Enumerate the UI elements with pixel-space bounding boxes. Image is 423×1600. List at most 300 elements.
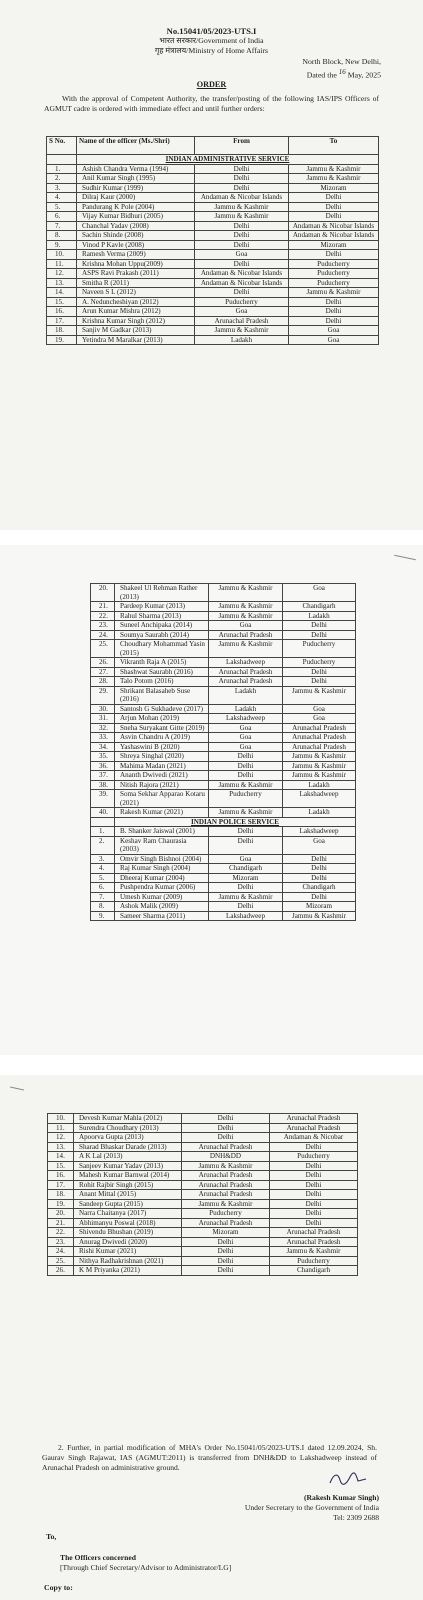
row-sno: 15. <box>48 1161 74 1171</box>
row-sno: 26. <box>91 658 115 668</box>
row-officer-name: Anil Kumar Singh (1995) <box>77 174 195 184</box>
row-sno: 31. <box>91 714 115 724</box>
row-sno: 24. <box>48 1247 74 1257</box>
row-officer-name: Asvin Chandru A (2019) <box>115 733 209 743</box>
row-from: Delhi <box>182 1247 270 1257</box>
row-officer-name: B. Shanker Jaiswal (2001) <box>115 827 209 837</box>
table-row <box>47 278 379 288</box>
table-row <box>48 1161 358 1171</box>
row-from: Jammu & Kashmir <box>195 212 289 222</box>
row-from: Goa <box>209 723 283 733</box>
recipients-block <box>60 1553 231 1573</box>
row-to: Delhi <box>283 892 356 902</box>
row-from: Delhi <box>209 827 283 837</box>
row-from: Jammu & Kashmir <box>195 202 289 212</box>
row-officer-name: ASPS Ravi Prakash (2011) <box>77 269 195 279</box>
row-officer-name: Shakeel Ul Rehman Rather (2013) <box>115 584 209 602</box>
row-officer-name: Umesh Kumar (2009) <box>115 892 209 902</box>
row-to: Delhi <box>270 1218 358 1228</box>
row-sno: 17. <box>47 316 77 326</box>
row-officer-name: Shivendu Bhushan (2019) <box>74 1228 182 1238</box>
row-to: Chandigarh <box>283 883 356 893</box>
table-row <box>91 836 356 854</box>
row-officer-name: Talo Potom (2016) <box>115 677 209 687</box>
row-to: Arunachal Pradesh <box>270 1228 358 1238</box>
row-officer-name: Sanjiv M Gadkar (2013) <box>77 326 195 336</box>
row-to: Delhi <box>283 667 356 677</box>
row-from: Arunachal Pradesh <box>209 667 283 677</box>
row-sno: 1. <box>47 164 77 174</box>
row-sno: 24. <box>91 630 115 640</box>
row-officer-name: Anant Mittal (2015) <box>74 1190 182 1200</box>
row-from: Goa <box>195 250 289 260</box>
col-header-name: Name of the officer (Ms./Shri) <box>77 137 195 155</box>
row-from: Delhi <box>195 164 289 174</box>
row-sno: 14. <box>47 288 77 298</box>
row-from: Ladakh <box>195 335 289 345</box>
row-to: Ladakh <box>283 808 356 818</box>
row-from: Delhi <box>195 288 289 298</box>
row-to: Puducherry <box>289 269 379 279</box>
row-to: Delhi <box>283 630 356 640</box>
row-sno: 21. <box>91 602 115 612</box>
row-officer-name: Rahul Sharma (2013) <box>115 611 209 621</box>
row-officer-name: Ashish Chandra Verma (1994) <box>77 164 195 174</box>
table-row <box>91 704 356 714</box>
transfer-table-page-1 <box>46 136 379 345</box>
row-sno: 6. <box>47 212 77 222</box>
date-suffix: May, 2025 <box>347 70 381 80</box>
row-sno: 25. <box>91 640 115 658</box>
table-row <box>91 911 356 921</box>
row-to: Lakshadweep <box>283 790 356 808</box>
row-from: Jammu & Kashmir <box>209 602 283 612</box>
row-from: Jammu & Kashmir <box>182 1161 270 1171</box>
row-officer-name: Anurag Dwivedi (2020) <box>74 1237 182 1247</box>
place-text: North Block, New Delhi, <box>302 57 381 66</box>
row-officer-name: Rakesh Kumar (2021) <box>115 808 209 818</box>
row-to: Goa <box>289 335 379 345</box>
table-body <box>48 1114 358 1276</box>
table-row <box>47 307 379 317</box>
row-officer-name: Sharad Bhaskar Darade (2013) <box>74 1142 182 1152</box>
table-row <box>91 677 356 687</box>
row-officer-name: Ashok Malik (2009) <box>115 902 209 912</box>
table-row <box>91 808 356 818</box>
row-officer-name: Suneel Anchipaka (2014) <box>115 621 209 631</box>
row-to: Jammu & Kashmir <box>283 911 356 921</box>
table-row <box>48 1171 358 1181</box>
row-sno: 13. <box>48 1142 74 1152</box>
order-title: ORDER <box>196 80 227 89</box>
row-sno: 5. <box>91 873 115 883</box>
row-officer-name: Omvir Singh Bishnoi (2004) <box>115 854 209 864</box>
row-to: Delhi <box>270 1142 358 1152</box>
place-date <box>302 57 381 81</box>
row-from: Delhi <box>195 240 289 250</box>
table-row <box>91 752 356 762</box>
row-from: Delhi <box>209 902 283 912</box>
row-sno: 2. <box>91 836 115 854</box>
table-row <box>91 584 356 602</box>
table-row <box>47 269 379 279</box>
row-officer-name: Vikranth Raja A (2015) <box>115 658 209 668</box>
row-to: Jammu & Kashmir <box>289 288 379 298</box>
table-row <box>48 1199 358 1209</box>
table-body-ips-heading <box>91 817 356 827</box>
row-to: Andaman & Nicobar Islands <box>289 221 379 231</box>
row-to: Ladakh <box>283 780 356 790</box>
row-officer-name: Arjun Mohan (2019) <box>115 714 209 724</box>
row-officer-name: Mahesh Kumar Barnwal (2014) <box>74 1171 182 1181</box>
table-row <box>48 1209 358 1219</box>
row-from: Delhi <box>209 771 283 781</box>
table-row <box>91 771 356 781</box>
row-from: Lakshadweep <box>209 658 283 668</box>
row-sno: 33. <box>91 733 115 743</box>
row-from: Delhi <box>182 1123 270 1133</box>
row-to: Delhi <box>289 202 379 212</box>
row-sno: 28. <box>91 677 115 687</box>
row-from: Mizoram <box>182 1228 270 1238</box>
table-row <box>91 714 356 724</box>
row-from: Goa <box>209 742 283 752</box>
row-to: Jammu & Kashmir <box>283 686 356 704</box>
table-row <box>91 892 356 902</box>
row-to: Arunachal Pradesh <box>270 1237 358 1247</box>
row-officer-name: A K Lal (2013) <box>74 1152 182 1162</box>
transfer-table-page-2 <box>90 583 356 921</box>
row-to: Goa <box>283 704 356 714</box>
table-row <box>91 621 356 631</box>
row-sno: 40. <box>91 808 115 818</box>
row-officer-name: Sneha Suryakant Gitte (2019) <box>115 723 209 733</box>
row-sno: 4. <box>91 864 115 874</box>
row-officer-name: Krishna Kumar Singh (2012) <box>77 316 195 326</box>
table-row <box>91 602 356 612</box>
row-officer-name: Soma Sekhar Apparao Kotaru (2021) <box>115 790 209 808</box>
row-from: Jammu & Kashmir <box>209 892 283 902</box>
table-row <box>48 1142 358 1152</box>
row-sno: 32. <box>91 723 115 733</box>
row-officer-name: Dilraj Kaur (2000) <box>77 193 195 203</box>
row-sno: 35. <box>91 752 115 762</box>
row-sno: 3. <box>91 854 115 864</box>
row-officer-name: Soumya Saurabh (2014) <box>115 630 209 640</box>
row-officer-name: Pardeep Kumar (2013) <box>115 602 209 612</box>
row-officer-name: Smitha R (2011) <box>77 278 195 288</box>
table-row <box>91 723 356 733</box>
row-from: Lakshadweep <box>209 714 283 724</box>
row-from: Delhi <box>195 174 289 184</box>
row-sno: 23. <box>48 1237 74 1247</box>
row-to: Chandigarh <box>283 602 356 612</box>
row-officer-name: Shrikant Balasaheb Suse (2016) <box>115 686 209 704</box>
table-row <box>91 640 356 658</box>
row-to: Arunachal Pradesh <box>283 742 356 752</box>
table-row <box>91 630 356 640</box>
section-spacer <box>91 817 115 827</box>
row-officer-name: Arun Kumar Mishra (2012) <box>77 307 195 317</box>
row-from: Delhi <box>182 1237 270 1247</box>
row-officer-name: Sachin Shinde (2008) <box>77 231 195 241</box>
row-to: Goa <box>283 584 356 602</box>
row-officer-name: Devesh Kumar Mahla (2012) <box>74 1114 182 1124</box>
row-to: Jammu & Kashmir <box>283 761 356 771</box>
row-from: Andaman & Nicobar Islands <box>195 278 289 288</box>
row-from: Jammu & Kashmir <box>209 808 283 818</box>
row-to: Puducherry <box>283 640 356 658</box>
row-from: Delhi <box>182 1256 270 1266</box>
row-from: Arunachal Pradesh <box>182 1180 270 1190</box>
row-from: Arunachal Pradesh <box>182 1142 270 1152</box>
table-row <box>91 873 356 883</box>
row-officer-name: Dheeraj Kumar (2004) <box>115 873 209 883</box>
table-row <box>47 335 379 345</box>
row-to: Mizoram <box>283 902 356 912</box>
table-row <box>91 902 356 912</box>
row-to: Delhi <box>270 1209 358 1219</box>
row-sno: 3. <box>47 183 77 193</box>
ministry-line: गृह मंत्रालय/Ministry of Home Affairs <box>154 46 269 55</box>
row-officer-name: Vijay Kumar Bidhuri (2005) <box>77 212 195 222</box>
row-from: Arunachal Pradesh <box>209 677 283 687</box>
row-sno: 19. <box>48 1199 74 1209</box>
row-sno: 36. <box>91 761 115 771</box>
row-to: Lakshadweep <box>283 827 356 837</box>
row-sno: 20. <box>48 1209 74 1219</box>
row-sno: 2. <box>47 174 77 184</box>
table-body-ias <box>91 584 356 818</box>
row-from: Puducherry <box>182 1209 270 1219</box>
row-from: Arunachal Pradesh <box>182 1218 270 1228</box>
to-label: To, <box>46 1532 57 1541</box>
row-officer-name: Keshav Ram Chaurasia (2003) <box>115 836 209 854</box>
table-row <box>48 1190 358 1200</box>
row-to: Chandigarh <box>270 1266 358 1276</box>
row-to: Delhi <box>270 1171 358 1181</box>
signer-block <box>245 1493 379 1522</box>
row-sno: 22. <box>48 1228 74 1238</box>
row-to: Arunachal Pradesh <box>283 733 356 743</box>
row-officer-name: Nitish Rajora (2021) <box>115 780 209 790</box>
copy-to-label: Copy to: <box>44 1583 73 1592</box>
row-from: Delhi <box>195 221 289 231</box>
row-sno: 21. <box>48 1218 74 1228</box>
table-row <box>91 883 356 893</box>
row-officer-name: Krishna Mohan Uppu(2009) <box>77 259 195 269</box>
row-officer-name: Abhimanyu Poswal (2018) <box>74 1218 182 1228</box>
date-prefix: Dated the <box>306 70 337 80</box>
row-sno: 20. <box>91 584 115 602</box>
row-officer-name: Chanchal Yadav (2008) <box>77 221 195 231</box>
row-officer-name: Rohit Rajbir Singh (2015) <box>74 1180 182 1190</box>
row-sno: 34. <box>91 742 115 752</box>
row-sno: 15. <box>47 297 77 307</box>
row-from: Jammu & Kashmir <box>209 780 283 790</box>
row-to: Delhi <box>289 193 379 203</box>
row-sno: 5. <box>47 202 77 212</box>
row-sno: 17. <box>48 1180 74 1190</box>
row-to: Puducherry <box>289 259 379 269</box>
table-row <box>47 250 379 260</box>
row-sno: 25. <box>48 1256 74 1266</box>
row-from: Delhi <box>195 231 289 241</box>
table-row <box>47 326 379 336</box>
row-to: Mizoram <box>289 183 379 193</box>
row-to: Delhi <box>270 1180 358 1190</box>
row-sno: 9. <box>91 911 115 921</box>
row-sno: 22. <box>91 611 115 621</box>
row-from: Goa <box>209 621 283 631</box>
table-row <box>48 1114 358 1124</box>
date-day: 16 <box>338 68 346 76</box>
row-sno: 10. <box>48 1114 74 1124</box>
table-row <box>47 193 379 203</box>
table-row <box>91 790 356 808</box>
row-to: Delhi <box>289 212 379 222</box>
signer-designation: Under Secretary to the Government of India <box>244 1502 379 1512</box>
row-from: Andaman & Nicobar Islands <box>195 193 289 203</box>
row-to: Delhi <box>270 1199 358 1209</box>
row-to: Ladakh <box>283 611 356 621</box>
table-header-row <box>47 137 379 155</box>
table-row <box>47 202 379 212</box>
row-to: Goa <box>289 326 379 336</box>
row-officer-name: Ananth Dwivedi (2021) <box>115 771 209 781</box>
row-sno: 18. <box>48 1190 74 1200</box>
table-row <box>91 733 356 743</box>
row-from: Jammu & Kashmir <box>195 326 289 336</box>
table-row <box>47 316 379 326</box>
row-officer-name: Sandeep Gupta (2015) <box>74 1199 182 1209</box>
row-to: Delhi <box>283 873 356 883</box>
row-from: DNH&DD <box>182 1152 270 1162</box>
row-officer-name: Pushpendra Kumar (2006) <box>115 883 209 893</box>
row-to: Jammu & Kashmir <box>283 752 356 762</box>
section-title-ips: INDIAN POLICE SERVICE <box>115 817 356 827</box>
row-to: Delhi <box>283 864 356 874</box>
table-row <box>47 259 379 269</box>
table-row <box>91 658 356 668</box>
row-from: Arunachal Pradesh <box>195 316 289 326</box>
row-officer-name: Naveen S L (2012) <box>77 288 195 298</box>
row-sno: 12. <box>47 269 77 279</box>
table-row <box>48 1152 358 1162</box>
row-officer-name: K M Priyanka (2021) <box>74 1266 182 1276</box>
row-sno: 23. <box>91 621 115 631</box>
row-sno: 29. <box>91 686 115 704</box>
row-sno: 9. <box>47 240 77 250</box>
row-sno: 11. <box>48 1123 74 1133</box>
table-row <box>91 611 356 621</box>
row-sno: 37. <box>91 771 115 781</box>
row-sno: 11. <box>47 259 77 269</box>
row-to: Andaman & Nicobar <box>270 1133 358 1143</box>
row-from: Arunachal Pradesh <box>182 1171 270 1181</box>
table-body <box>47 164 379 345</box>
row-from: Arunachal Pradesh <box>209 630 283 640</box>
table-row <box>91 827 356 837</box>
row-sno: 16. <box>47 307 77 317</box>
table-row <box>48 1266 358 1276</box>
row-from: Delhi <box>209 761 283 771</box>
signer-name: (Rakesh Kumar Singh) <box>304 1493 379 1502</box>
section-title-ias: INDIAN ADMINISTRATIVE SERVICE <box>77 155 379 165</box>
table-row <box>48 1180 358 1190</box>
row-from: Arunachal Pradesh <box>182 1190 270 1200</box>
row-to: Jammu & Kashmir <box>289 164 379 174</box>
row-from: Goa <box>209 733 283 743</box>
recipients-via: [Through Chief Secretary/Advisor to Administrator/LG] <box>60 1562 232 1572</box>
row-from: Goa <box>209 854 283 864</box>
row-from: Ladakh <box>209 686 283 704</box>
row-officer-name: Santosh G Sukhadeve (2017) <box>115 704 209 714</box>
row-sno: 19. <box>47 335 77 345</box>
row-officer-name: Sudhir Kumar (1999) <box>77 183 195 193</box>
table-row <box>48 1228 358 1238</box>
row-to: Delhi <box>283 854 356 864</box>
row-from: Jammu & Kashmir <box>209 640 283 658</box>
row-officer-name: Vinod P Kavle (2008) <box>77 240 195 250</box>
table-row <box>48 1123 358 1133</box>
section-row-ips <box>91 817 356 827</box>
col-header-from: From <box>195 137 289 155</box>
row-from: Delhi <box>182 1114 270 1124</box>
table-body-ips <box>91 827 356 921</box>
table-row <box>48 1218 358 1228</box>
table-row <box>47 231 379 241</box>
table-row <box>48 1237 358 1247</box>
table-row <box>47 221 379 231</box>
row-sno: 14. <box>48 1152 74 1162</box>
modification-paragraph: 2. Further, in partial modification of MHA's Order No.15041/05/2023-UTS.I dated 12.09.2024, Sh. Gaurav Singh Rajawat, IAS (AGMUT:2011) is transferred from DNH&DD to Lakshadweep instead of Arunachal Pradesh on administrative ground. <box>42 1443 377 1472</box>
row-from: Jammu & Kashmir <box>182 1199 270 1209</box>
row-sno: 8. <box>47 231 77 241</box>
row-from: Chandigarh <box>209 864 283 874</box>
row-officer-name: Pandurang K Pole (2004) <box>77 202 195 212</box>
row-to: Jammu & Kashmir <box>289 174 379 184</box>
row-sno: 6. <box>91 883 115 893</box>
row-officer-name: Nithya Radhakrishnan (2021) <box>74 1256 182 1266</box>
row-from: Puducherry <box>195 297 289 307</box>
row-from: Lakshadweep <box>209 911 283 921</box>
row-officer-name: Shashwat Saurabh (2016) <box>115 667 209 677</box>
table-row <box>91 761 356 771</box>
row-to: Arunachal Pradesh <box>283 723 356 733</box>
row-to: Delhi <box>289 307 379 317</box>
row-from: Ladakh <box>209 704 283 714</box>
row-from: Delhi <box>209 883 283 893</box>
table-row <box>48 1133 358 1143</box>
table-row <box>47 183 379 193</box>
order-number: No.15041/05/2023-UTS.I <box>166 26 257 36</box>
table-row <box>91 686 356 704</box>
section-spacer <box>47 155 77 165</box>
table-row <box>47 288 379 298</box>
row-sno: 26. <box>48 1266 74 1276</box>
row-from: Jammu & Kashmir <box>209 611 283 621</box>
government-line: भारत सरकार/Government of India <box>159 36 264 45</box>
row-sno: 30. <box>91 704 115 714</box>
row-to: Delhi <box>289 250 379 260</box>
row-officer-name: Yetindra M Maralkar (2013) <box>77 335 195 345</box>
row-from: Delhi <box>209 836 283 854</box>
table-row <box>47 174 379 184</box>
signature-image <box>328 1471 368 1487</box>
row-to: Mizoram <box>289 240 379 250</box>
row-to: Goa <box>283 714 356 724</box>
